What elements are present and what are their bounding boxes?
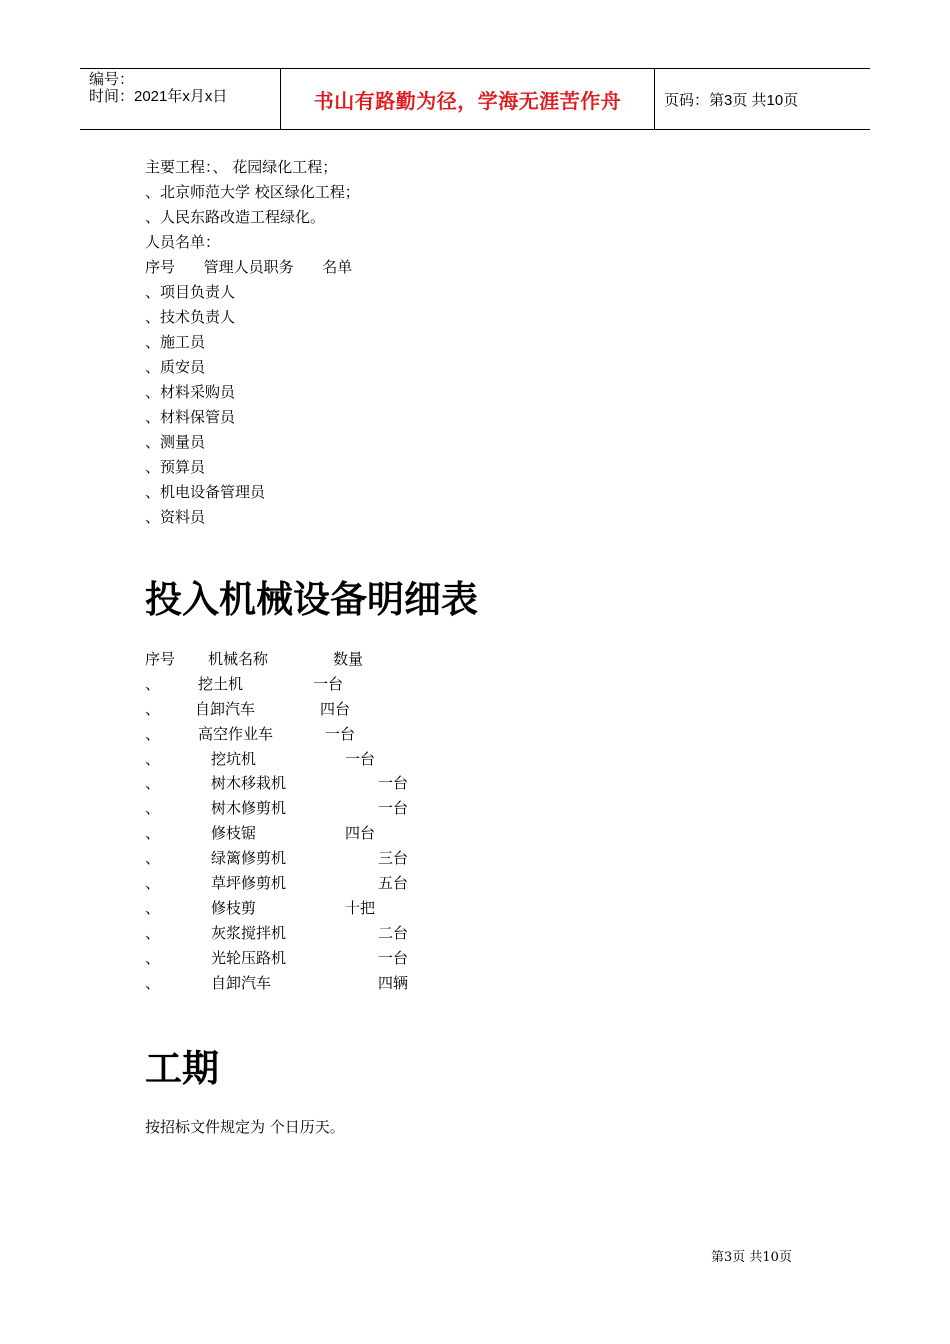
row-seq: 、 [145,849,161,868]
personnel-item: 、资料员 [145,508,206,526]
machinery-row [145,747,445,772]
row-name: 光轮压路机 [211,948,287,967]
machinery-row [145,921,445,946]
personnel-item: 、预算员 [145,458,206,476]
row-seq: 、 [145,774,161,793]
machinery-row [145,846,445,871]
row-name: 树木移栽机 [211,774,287,793]
header-motto: 书山有路勤为径，学海无涯苦作舟 [313,88,622,113]
page-footer: 第3页 共10页 [711,1250,792,1265]
row-qty: 一台 [378,948,409,967]
row-qty: 一台 [378,774,409,793]
intro-line: 、人民东路改造工程绿化。 [145,208,326,226]
header-left-cell [80,69,280,129]
row-seq: 、 [145,699,161,718]
row-name: 绿篱修剪机 [211,849,287,868]
machinery-row [145,697,445,722]
row-qty: 一台 [325,724,356,743]
personnel-item: 、材料采购员 [145,383,236,401]
machinery-row [145,971,445,996]
row-name: 草坪修剪机 [211,874,287,893]
personnel-item: 、技术负责人 [145,308,236,326]
schedule-heading: 工期 [145,1047,219,1090]
row-seq: 、 [145,749,161,768]
schedule-text: 按招标文件规定为 个日历天。 [145,1118,345,1136]
machinery-row [145,821,445,846]
machinery-row [145,946,445,971]
row-qty: 一台 [313,674,344,693]
machinery-row [145,896,445,921]
row-seq: 、 [145,724,161,743]
personnel-item: 、材料保管员 [145,408,236,426]
doc-time-label: 时间：2021年x月x日 [89,88,228,105]
row-qty: 四辆 [378,973,409,992]
row-qty: 五台 [378,874,409,893]
row-qty: 一台 [378,799,409,818]
personnel-item: 、机电设备管理员 [145,483,266,501]
machinery-row [145,796,445,821]
machinery-heading: 投入机械设备明细表 [145,578,478,621]
header-seq: 序号 [145,650,176,668]
personnel-item: 、测量员 [145,433,206,451]
machinery-row [145,871,445,896]
header-name: 机械名称 [208,650,269,668]
personnel-header: 序号 管理人员职务 名单 [145,258,353,276]
machinery-row [145,722,445,747]
row-seq: 、 [145,948,161,967]
row-qty: 四台 [345,824,376,843]
page-header [80,68,870,130]
personnel-item: 、施工员 [145,333,206,351]
row-seq: 、 [145,674,161,693]
machinery-table [145,647,445,995]
row-name: 修枝锯 [211,824,257,843]
machinery-row [145,771,445,796]
row-seq: 、 [145,799,161,818]
header-qty: 数量 [333,650,364,668]
intro-line: 、北京师范大学 校区绿化工程； [145,183,360,201]
row-qty: 一台 [345,749,376,768]
personnel-item: 、项目负责人 [145,283,236,301]
header-page-info: 页码：第3页 共10页 [664,91,799,109]
row-qty: 三台 [378,849,409,868]
row-name: 灰浆搅拌机 [211,923,287,942]
intro-line: 主要工程：、 花园绿化工程； [145,158,338,176]
header-page-cell [654,69,870,129]
header-motto-cell [280,69,655,129]
row-name: 修枝剪 [211,898,257,917]
row-name: 高空作业车 [198,724,274,743]
row-name: 挖土机 [198,674,244,693]
row-seq: 、 [145,973,161,992]
personnel-item: 、质安员 [145,358,206,376]
machinery-table-header [145,647,445,672]
row-name: 挖坑机 [211,749,257,768]
row-name: 自卸汽车 [211,973,272,992]
row-name: 自卸汽车 [195,699,256,718]
machinery-row [145,672,445,697]
row-qty: 十把 [345,898,376,917]
row-seq: 、 [145,824,161,843]
intro-section [145,155,360,530]
row-seq: 、 [145,874,161,893]
row-qty: 四台 [320,699,351,718]
row-qty: 二台 [378,923,409,942]
personnel-label: 人员名单： [145,233,221,251]
doc-number-label: 编号： [89,71,135,88]
row-name: 树木修剪机 [211,799,287,818]
row-seq: 、 [145,923,161,942]
row-seq: 、 [145,898,161,917]
